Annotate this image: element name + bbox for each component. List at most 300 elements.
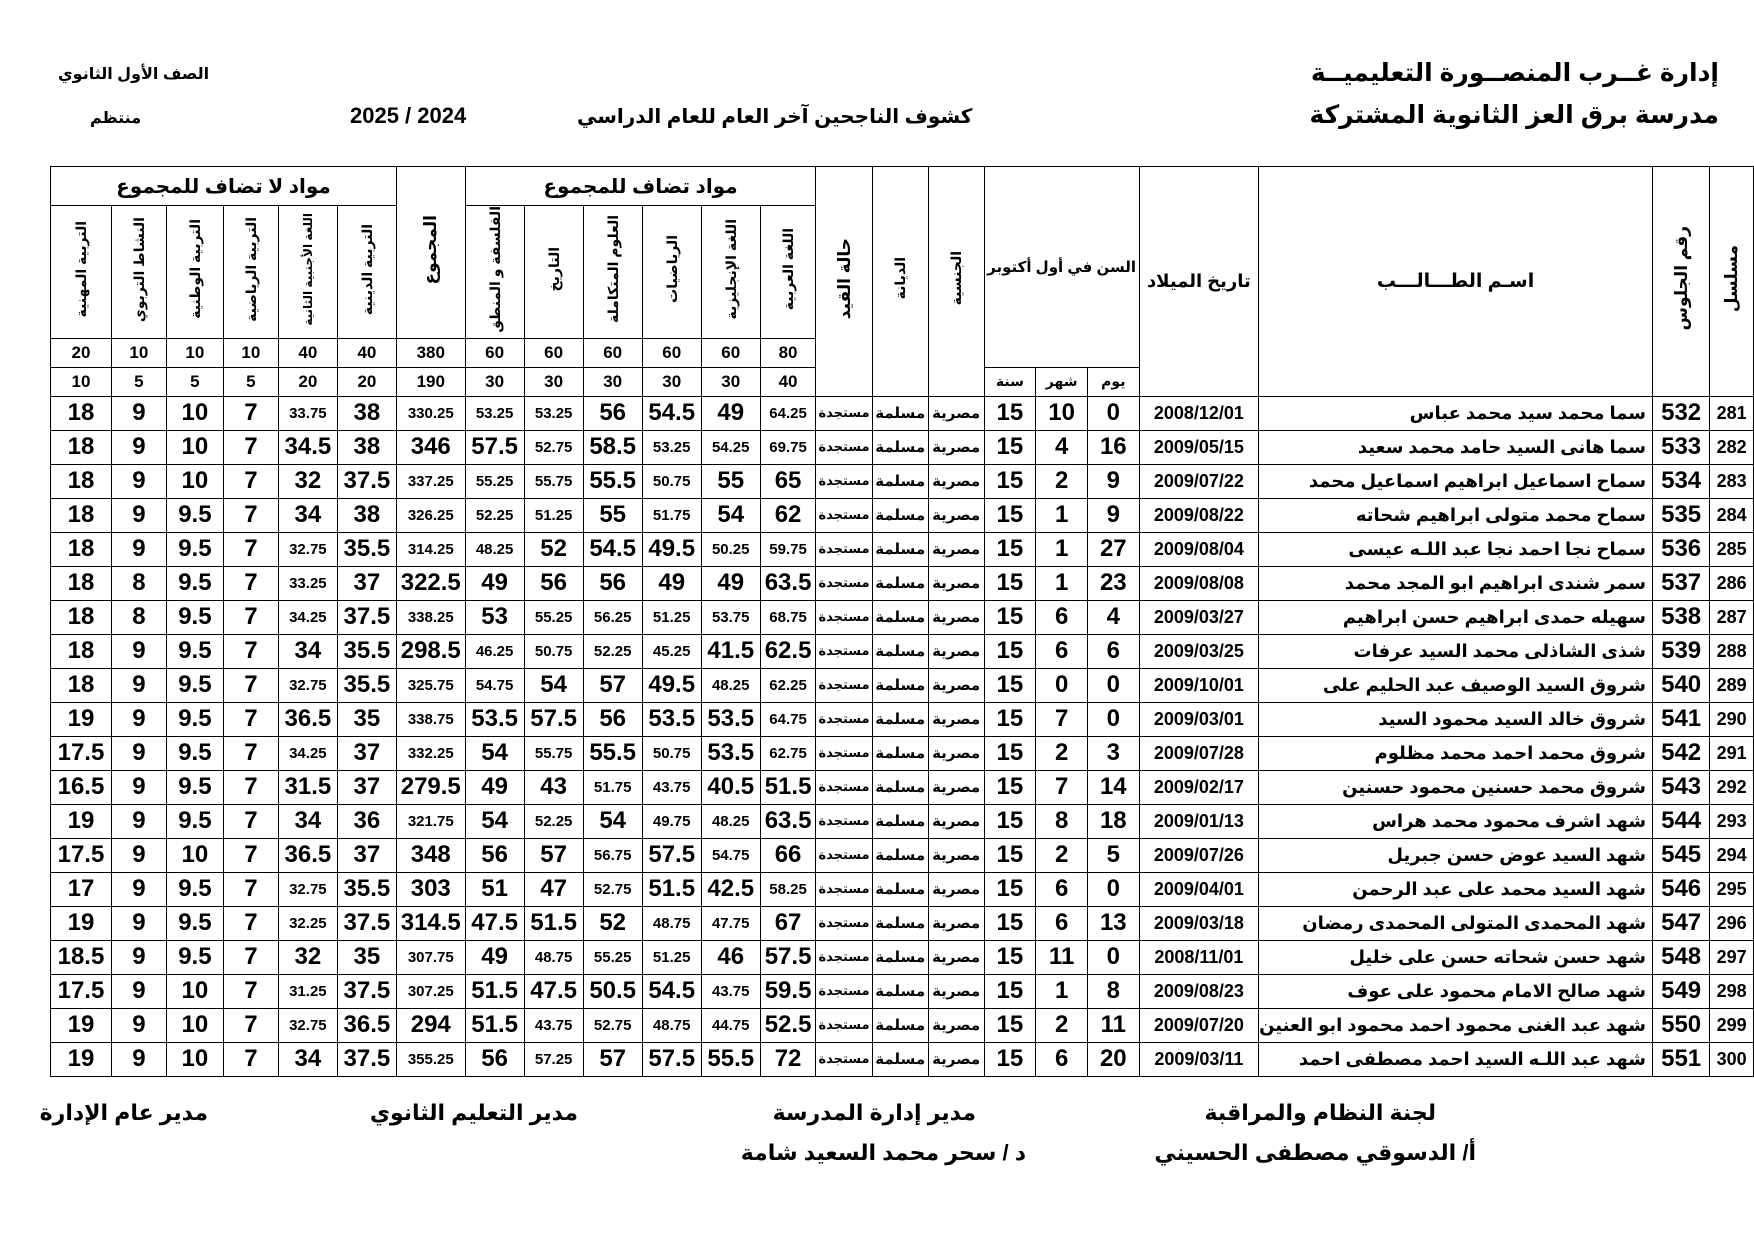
row-total: 294 (396, 1008, 465, 1042)
row-student-name: شهد حسن شحاته حسن على خليل (1259, 940, 1653, 974)
table-row (51, 940, 1754, 974)
row-vocational: 19 (51, 1008, 112, 1042)
row-student-name: سما هانى السيد حامد محمد سعيد (1259, 430, 1653, 464)
row-sports: 7 (223, 940, 278, 974)
max-total: 380 (396, 338, 465, 367)
academic-year: 2025 / 2024 (350, 103, 467, 128)
row-activity: 9 (111, 1042, 166, 1076)
row-age-day: 23 (1087, 566, 1139, 600)
row-history: 52 (524, 532, 583, 566)
row-philosophy: 52.25 (465, 498, 524, 532)
row-science: 55 (583, 498, 642, 532)
row-history: 57.25 (524, 1042, 583, 1076)
row-activity: 9 (111, 804, 166, 838)
row-serial: 291 (1710, 736, 1754, 770)
row-foreign2: 34.5 (278, 430, 337, 464)
row-activity: 9 (111, 430, 166, 464)
col-history: التاريخ (524, 206, 583, 339)
row-vocational: 18 (51, 396, 112, 430)
row-history: 55.75 (524, 736, 583, 770)
min-vocational: 10 (51, 367, 112, 396)
col-name: اسـم الطـــالـــب (1259, 167, 1653, 397)
row-student-name: شروق محمد حسنين محمود حسنين (1259, 770, 1653, 804)
row-serial: 292 (1710, 770, 1754, 804)
table-row (51, 770, 1754, 804)
row-sports: 7 (223, 770, 278, 804)
row-student-name: سماح نجا احمد نجا عبد اللـه عيسى (1259, 532, 1653, 566)
row-serial: 289 (1710, 668, 1754, 702)
row-activity: 9 (111, 702, 166, 736)
row-civic: 9.5 (166, 634, 223, 668)
row-nationality: مصرية (928, 702, 984, 736)
row-serial: 295 (1710, 872, 1754, 906)
row-reg-status: مستجدة (816, 906, 872, 940)
row-sports: 7 (223, 838, 278, 872)
row-foreign2: 34 (278, 498, 337, 532)
row-seat: 551 (1653, 1042, 1710, 1076)
row-total: 279.5 (396, 770, 465, 804)
row-arabic: 64.25 (760, 396, 816, 430)
row-age-year: 15 (984, 396, 1036, 430)
row-total: 355.25 (396, 1042, 465, 1076)
row-philosophy: 53.25 (465, 396, 524, 430)
table-row (51, 804, 1754, 838)
row-foreign2: 32.75 (278, 668, 337, 702)
row-serial: 294 (1710, 838, 1754, 872)
row-philosophy: 48.25 (465, 532, 524, 566)
row-age-day: 11 (1087, 1008, 1139, 1042)
row-age-month: 6 (1036, 634, 1088, 668)
row-arabic: 64.75 (760, 702, 816, 736)
row-math: 54.5 (642, 396, 701, 430)
table-row (51, 566, 1754, 600)
row-math: 49.75 (642, 804, 701, 838)
row-religion: مسلمة (872, 1042, 928, 1076)
row-foreign2: 32.75 (278, 872, 337, 906)
table-row (51, 600, 1754, 634)
row-civic: 9.5 (166, 736, 223, 770)
row-vocational: 17.5 (51, 838, 112, 872)
row-religion: مسلمة (872, 464, 928, 498)
row-age-day: 3 (1087, 736, 1139, 770)
row-total: 326.25 (396, 498, 465, 532)
row-serial: 299 (1710, 1008, 1754, 1042)
row-serial: 293 (1710, 804, 1754, 838)
row-reg-status: مستجدة (816, 396, 872, 430)
row-birth-date: 2009/01/13 (1139, 804, 1258, 838)
row-age-day: 8 (1087, 974, 1139, 1008)
row-birth-date: 2008/12/01 (1139, 396, 1258, 430)
row-foreign2: 33.75 (278, 396, 337, 430)
row-total: 346 (396, 430, 465, 464)
row-english: 49 (701, 566, 760, 600)
row-age-day: 18 (1087, 804, 1139, 838)
row-foreign2: 36.5 (278, 702, 337, 736)
row-age-day: 6 (1087, 634, 1139, 668)
row-serial: 288 (1710, 634, 1754, 668)
row-seat: 544 (1653, 804, 1710, 838)
row-history: 57 (524, 838, 583, 872)
row-english: 53.5 (701, 702, 760, 736)
row-arabic: 59.5 (760, 974, 816, 1008)
row-nationality: مصرية (928, 906, 984, 940)
enrollment-status: منتظم (90, 110, 142, 127)
row-math: 57.5 (642, 838, 701, 872)
row-religious: 37 (337, 770, 396, 804)
row-science: 52 (583, 906, 642, 940)
row-serial: 287 (1710, 600, 1754, 634)
row-total: 338.75 (396, 702, 465, 736)
row-religion: مسلمة (872, 906, 928, 940)
row-birth-date: 2009/07/28 (1139, 736, 1258, 770)
row-math: 45.25 (642, 634, 701, 668)
student-rows (51, 396, 1754, 1076)
row-birth-date: 2009/05/15 (1139, 430, 1258, 464)
row-age-year: 15 (984, 464, 1036, 498)
row-religious: 35 (337, 940, 396, 974)
row-english: 54.25 (701, 430, 760, 464)
row-reg-status: مستجدة (816, 872, 872, 906)
col-day: يوم (1087, 367, 1139, 396)
row-reg-status: مستجدة (816, 668, 872, 702)
row-religious: 35.5 (337, 872, 396, 906)
row-student-name: شهد السيد عوض حسن جبريل (1259, 838, 1653, 872)
row-foreign2: 32.75 (278, 1008, 337, 1042)
row-activity: 9 (111, 498, 166, 532)
row-history: 54 (524, 668, 583, 702)
row-seat: 546 (1653, 872, 1710, 906)
row-english: 40.5 (701, 770, 760, 804)
row-math: 49.5 (642, 532, 701, 566)
row-serial: 290 (1710, 702, 1754, 736)
row-student-name: شهد السيد محمد على عبد الرحمن (1259, 872, 1653, 906)
min-science: 30 (583, 367, 642, 396)
row-sports: 7 (223, 464, 278, 498)
row-science: 56.75 (583, 838, 642, 872)
row-arabic: 62.5 (760, 634, 816, 668)
row-birth-date: 2009/08/23 (1139, 974, 1258, 1008)
row-vocational: 18 (51, 600, 112, 634)
row-serial: 284 (1710, 498, 1754, 532)
row-total: 330.25 (396, 396, 465, 430)
row-civic: 9.5 (166, 532, 223, 566)
row-nationality: مصرية (928, 1008, 984, 1042)
row-birth-date: 2009/08/04 (1139, 532, 1258, 566)
row-history: 55.75 (524, 464, 583, 498)
col-vocational: التربية المهنية (51, 206, 112, 339)
row-english: 47.75 (701, 906, 760, 940)
col-religion: الديانة (872, 167, 928, 397)
min-history: 30 (524, 367, 583, 396)
school-director-title: مدير إدارة المدرسة (772, 1100, 976, 1125)
max-math: 60 (642, 338, 701, 367)
table-row (51, 872, 1754, 906)
row-student-name: سماح محمد متولى ابراهيم شحاته (1259, 498, 1653, 532)
row-philosophy: 56 (465, 1042, 524, 1076)
row-history: 50.75 (524, 634, 583, 668)
row-english: 46 (701, 940, 760, 974)
row-reg-status: مستجدة (816, 1008, 872, 1042)
row-religious: 38 (337, 430, 396, 464)
row-english: 42.5 (701, 872, 760, 906)
row-student-name: شهد عبد اللـه السيد احمد مصطفى احمد (1259, 1042, 1653, 1076)
row-science: 52.25 (583, 634, 642, 668)
row-sports: 7 (223, 396, 278, 430)
row-history: 43.75 (524, 1008, 583, 1042)
row-english: 54 (701, 498, 760, 532)
row-sports: 7 (223, 804, 278, 838)
row-foreign2: 32 (278, 464, 337, 498)
row-religious: 38 (337, 396, 396, 430)
row-civic: 9.5 (166, 804, 223, 838)
row-age-year: 15 (984, 498, 1036, 532)
row-philosophy: 54.75 (465, 668, 524, 702)
row-age-year: 15 (984, 702, 1036, 736)
row-seat: 545 (1653, 838, 1710, 872)
row-religious: 35.5 (337, 634, 396, 668)
row-religious: 37 (337, 838, 396, 872)
col-month: شهر (1036, 367, 1088, 396)
row-religious: 35.5 (337, 668, 396, 702)
row-math: 50.75 (642, 736, 701, 770)
row-sports: 7 (223, 532, 278, 566)
row-science: 51.75 (583, 770, 642, 804)
row-religious: 35 (337, 702, 396, 736)
row-foreign2: 34.25 (278, 736, 337, 770)
row-activity: 9 (111, 940, 166, 974)
row-birth-date: 2009/03/11 (1139, 1042, 1258, 1076)
row-reg-status: مستجدة (816, 838, 872, 872)
row-age-month: 7 (1036, 770, 1088, 804)
row-student-name: سهيله حمدى ابراهيم حسن ابراهيم (1259, 600, 1653, 634)
admin-title: إدارة غــرب المنصــورة التعليميــة (1310, 59, 1719, 87)
row-vocational: 19 (51, 1042, 112, 1076)
row-total: 314.25 (396, 532, 465, 566)
row-reg-status: مستجدة (816, 770, 872, 804)
table-row (51, 974, 1754, 1008)
row-philosophy: 51.5 (465, 974, 524, 1008)
row-math: 51.25 (642, 940, 701, 974)
row-civic: 9.5 (166, 600, 223, 634)
row-vocational: 18 (51, 668, 112, 702)
row-math: 50.75 (642, 464, 701, 498)
row-nationality: مصرية (928, 872, 984, 906)
row-total: 303 (396, 872, 465, 906)
row-birth-date: 2008/11/01 (1139, 940, 1258, 974)
row-history: 51.5 (524, 906, 583, 940)
row-religion: مسلمة (872, 736, 928, 770)
row-total: 325.75 (396, 668, 465, 702)
row-philosophy: 56 (465, 838, 524, 872)
row-religious: 37.5 (337, 974, 396, 1008)
row-nationality: مصرية (928, 770, 984, 804)
row-age-day: 13 (1087, 906, 1139, 940)
row-english: 54.75 (701, 838, 760, 872)
committee-title: لجنة النظام والمراقبة (1204, 1100, 1436, 1125)
row-science: 57 (583, 668, 642, 702)
row-reg-status: مستجدة (816, 974, 872, 1008)
row-religion: مسلمة (872, 634, 928, 668)
col-philosophy: الفلسفة و المنطق (465, 206, 524, 339)
row-arabic: 63.5 (760, 566, 816, 600)
row-activity: 8 (111, 566, 166, 600)
row-arabic: 51.5 (760, 770, 816, 804)
row-age-year: 15 (984, 974, 1036, 1008)
row-age-year: 15 (984, 430, 1036, 464)
row-vocational: 19 (51, 804, 112, 838)
row-seat: 532 (1653, 396, 1710, 430)
row-civic: 10 (166, 838, 223, 872)
col-english: اللغة الإنجليزية (701, 206, 760, 339)
row-activity: 9 (111, 838, 166, 872)
max-arabic: 80 (760, 338, 816, 367)
table-row (51, 702, 1754, 736)
max-activity: 10 (111, 338, 166, 367)
min-civic: 5 (166, 367, 223, 396)
row-religious: 37.5 (337, 906, 396, 940)
table-row (51, 396, 1754, 430)
row-arabic: 66 (760, 838, 816, 872)
row-science: 57 (583, 1042, 642, 1076)
min-sports: 5 (223, 367, 278, 396)
min-arabic: 40 (760, 367, 816, 396)
table-row (51, 1008, 1754, 1042)
row-math: 51.5 (642, 872, 701, 906)
row-age-day: 20 (1087, 1042, 1139, 1076)
row-birth-date: 2009/08/22 (1139, 498, 1258, 532)
row-history: 48.75 (524, 940, 583, 974)
row-foreign2: 36.5 (278, 838, 337, 872)
row-religion: مسلمة (872, 770, 928, 804)
row-arabic: 69.75 (760, 430, 816, 464)
row-history: 55.25 (524, 600, 583, 634)
row-reg-status: مستجدة (816, 430, 872, 464)
row-foreign2: 34 (278, 634, 337, 668)
row-philosophy: 49 (465, 940, 524, 974)
row-arabic: 52.5 (760, 1008, 816, 1042)
row-activity: 9 (111, 634, 166, 668)
row-philosophy: 46.25 (465, 634, 524, 668)
committee-head-name: أ/ الدسوقي مصطفى الحسيني (1154, 1140, 1476, 1165)
table-row (51, 430, 1754, 464)
row-reg-status: مستجدة (816, 1042, 872, 1076)
row-activity: 9 (111, 872, 166, 906)
row-age-year: 15 (984, 940, 1036, 974)
row-english: 43.75 (701, 974, 760, 1008)
row-serial: 286 (1710, 566, 1754, 600)
row-sports: 7 (223, 498, 278, 532)
row-civic: 9.5 (166, 498, 223, 532)
row-foreign2: 32.75 (278, 532, 337, 566)
general-director-title: مدير عام الإدارة (39, 1100, 208, 1125)
row-age-year: 15 (984, 566, 1036, 600)
row-nationality: مصرية (928, 532, 984, 566)
row-english: 49 (701, 396, 760, 430)
row-serial: 297 (1710, 940, 1754, 974)
row-age-month: 7 (1036, 702, 1088, 736)
row-religious: 38 (337, 498, 396, 532)
row-activity: 9 (111, 770, 166, 804)
row-total: 298.5 (396, 634, 465, 668)
row-student-name: شروق السيد الوصيف عبد الحليم على (1259, 668, 1653, 702)
row-seat: 549 (1653, 974, 1710, 1008)
row-english: 55 (701, 464, 760, 498)
col-serial: مسلسل (1710, 167, 1754, 397)
row-age-day: 14 (1087, 770, 1139, 804)
row-philosophy: 49 (465, 770, 524, 804)
row-activity: 9 (111, 736, 166, 770)
row-vocational: 18 (51, 532, 112, 566)
row-nationality: مصرية (928, 668, 984, 702)
row-total: 348 (396, 838, 465, 872)
row-vocational: 17.5 (51, 736, 112, 770)
row-age-day: 0 (1087, 396, 1139, 430)
row-foreign2: 33.25 (278, 566, 337, 600)
row-arabic: 62.25 (760, 668, 816, 702)
row-age-year: 15 (984, 668, 1036, 702)
row-student-name: شهد صالح الامام محمود على عوف (1259, 974, 1653, 1008)
row-arabic: 58.25 (760, 872, 816, 906)
row-sports: 7 (223, 566, 278, 600)
row-science: 50.5 (583, 974, 642, 1008)
row-vocational: 19 (51, 906, 112, 940)
row-english: 50.25 (701, 532, 760, 566)
row-philosophy: 53.5 (465, 702, 524, 736)
row-philosophy: 54 (465, 736, 524, 770)
max-civic: 10 (166, 338, 223, 367)
row-arabic: 65 (760, 464, 816, 498)
row-reg-status: مستجدة (816, 804, 872, 838)
row-religion: مسلمة (872, 600, 928, 634)
row-science: 52.75 (583, 872, 642, 906)
col-sports: التربية الرياضية (223, 206, 278, 339)
max-history: 60 (524, 338, 583, 367)
secondary-director-title: مدير التعليم الثانوي (369, 1100, 578, 1125)
row-age-month: 1 (1036, 532, 1088, 566)
row-reg-status: مستجدة (816, 498, 872, 532)
row-history: 53.25 (524, 396, 583, 430)
row-age-year: 15 (984, 872, 1036, 906)
table-row (51, 1042, 1754, 1076)
row-religious: 35.5 (337, 532, 396, 566)
row-history: 47.5 (524, 974, 583, 1008)
row-age-month: 6 (1036, 906, 1088, 940)
min-activity: 5 (111, 367, 166, 396)
row-birth-date: 2009/03/18 (1139, 906, 1258, 940)
row-religious: 37.5 (337, 464, 396, 498)
row-age-year: 15 (984, 736, 1036, 770)
row-reg-status: مستجدة (816, 702, 872, 736)
row-religion: مسلمة (872, 1008, 928, 1042)
row-nationality: مصرية (928, 396, 984, 430)
row-religious: 37.5 (337, 600, 396, 634)
row-seat: 536 (1653, 532, 1710, 566)
row-seat: 540 (1653, 668, 1710, 702)
row-english: 48.25 (701, 668, 760, 702)
row-vocational: 18 (51, 498, 112, 532)
row-birth-date: 2009/03/25 (1139, 634, 1258, 668)
row-religion: مسلمة (872, 566, 928, 600)
row-religious: 37 (337, 566, 396, 600)
row-arabic: 57.5 (760, 940, 816, 974)
row-age-day: 0 (1087, 940, 1139, 974)
row-foreign2: 34 (278, 1042, 337, 1076)
row-age-year: 15 (984, 906, 1036, 940)
row-religion: مسلمة (872, 940, 928, 974)
row-age-month: 8 (1036, 804, 1088, 838)
row-math: 49 (642, 566, 701, 600)
row-philosophy: 49 (465, 566, 524, 600)
